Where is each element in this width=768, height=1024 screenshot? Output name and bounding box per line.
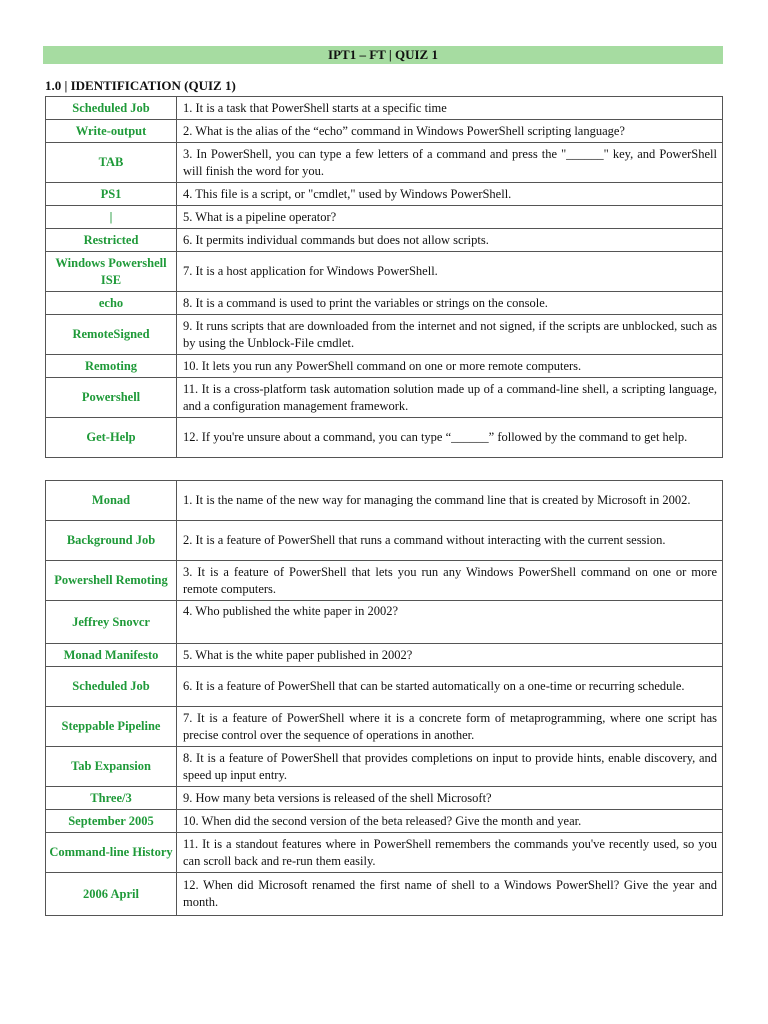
answer-cell: Get-Help [46, 418, 177, 458]
question-cell: 2. It is a feature of PowerShell that runs a command without interacting with the current session. [177, 521, 723, 561]
answer-cell: Monad [46, 481, 177, 521]
table-row [46, 521, 723, 561]
question-cell: 2. What is the alias of the “echo” command in Windows PowerShell scripting language? [177, 120, 723, 143]
question-cell: 9. It runs scripts that are downloaded from the internet and not signed, if the scripts are unblocked, such as by using the Unblock-File cmdlet. [177, 315, 723, 355]
table-row [46, 707, 723, 747]
quiz-table-1 [45, 96, 723, 458]
answer-cell: Windows Powershell ISE [46, 252, 177, 292]
table-row [46, 120, 723, 143]
question-cell: 5. What is the white paper published in 2002? [177, 644, 723, 667]
answer-cell: Monad Manifesto [46, 644, 177, 667]
section-heading: 1.0 | IDENTIFICATION (QUIZ 1) [45, 78, 236, 93]
table-row [46, 97, 723, 120]
answer-cell: Restricted [46, 229, 177, 252]
answer-cell: Tab Expansion [46, 747, 177, 787]
question-cell: 8. It is a command is used to print the variables or strings on the console. [177, 292, 723, 315]
question-cell: 6. It is a feature of PowerShell that can be started automatically on a one-time or recurring schedule. [177, 667, 723, 707]
answer-cell: Jeffrey Snovcr [46, 601, 177, 644]
question-cell: 5. What is a pipeline operator? [177, 206, 723, 229]
answer-cell: Scheduled Job [46, 97, 177, 120]
answer-cell: September 2005 [46, 810, 177, 833]
question-cell: 4. Who published the white paper in 2002? [177, 601, 723, 644]
question-cell: 10. When did the second version of the beta released? Give the month and year. [177, 810, 723, 833]
table-row [46, 378, 723, 418]
question-cell: 10. It lets you run any PowerShell command on one or more remote computers. [177, 355, 723, 378]
answer-cell: Scheduled Job [46, 667, 177, 707]
table-row [46, 810, 723, 833]
table-row [46, 143, 723, 183]
question-cell: 3. In PowerShell, you can type a few letters of a command and press the "______" key, and PowerShell will finish the word for you. [177, 143, 723, 183]
question-cell: 9. How many beta versions is released of the shell Microsoft? [177, 787, 723, 810]
table-row [46, 229, 723, 252]
answer-cell: Write-output [46, 120, 177, 143]
answer-cell: RemoteSigned [46, 315, 177, 355]
question-cell: 1. It is the name of the new way for managing the command line that is created by Microsoft in 2002. [177, 481, 723, 521]
answer-cell: echo [46, 292, 177, 315]
answer-cell: PS1 [46, 183, 177, 206]
table-row [46, 747, 723, 787]
answer-cell: Powershell Remoting [46, 561, 177, 601]
question-cell: 7. It is a feature of PowerShell where it is a concrete form of metaprogramming, where one script has precise control over the sequence of operations in another. [177, 707, 723, 747]
table-row [46, 833, 723, 873]
question-cell: 8. It is a feature of PowerShell that provides completions on input to provide hints, enable discovery, and speed up input entry. [177, 747, 723, 787]
question-cell: 7. It is a host application for Windows PowerShell. [177, 252, 723, 292]
table-row [46, 355, 723, 378]
question-cell: 11. It is a standout features where in PowerShell remembers the commands you've recently used, so you can scroll back and re-run them easily. [177, 833, 723, 873]
table-row [46, 561, 723, 601]
answer-cell: Steppable Pipeline [46, 707, 177, 747]
answer-cell: 2006 April [46, 873, 177, 916]
table-row [46, 292, 723, 315]
answer-cell: TAB [46, 143, 177, 183]
question-cell: 3. It is a feature of PowerShell that lets you run any Windows PowerShell command on one or more remote computers. [177, 561, 723, 601]
table-row [46, 206, 723, 229]
question-cell: 12. If you're unsure about a command, you can type “______” followed by the command to get help. [177, 418, 723, 458]
question-cell: 11. It is a cross-platform task automation solution made up of a command-line shell, a scripting language, and a configuration management framework. [177, 378, 723, 418]
table-row [46, 418, 723, 458]
question-cell: 6. It permits individual commands but does not allow scripts. [177, 229, 723, 252]
table-row [46, 315, 723, 355]
answer-cell: Three/3 [46, 787, 177, 810]
table-row [46, 644, 723, 667]
table-row [46, 601, 723, 644]
question-cell: 4. This file is a script, or "cmdlet," used by Windows PowerShell. [177, 183, 723, 206]
question-cell: 12. When did Microsoft renamed the first name of shell to a Windows PowerShell? Give the year and month. [177, 873, 723, 916]
answer-cell: Background Job [46, 521, 177, 561]
table-row [46, 873, 723, 916]
quiz-table-2 [45, 480, 723, 916]
table-row [46, 252, 723, 292]
answer-cell: Remoting [46, 355, 177, 378]
table-row [46, 787, 723, 810]
table-row [46, 481, 723, 521]
answer-cell: | [46, 206, 177, 229]
table-row [46, 667, 723, 707]
question-cell: 1. It is a task that PowerShell starts at a specific time [177, 97, 723, 120]
table-row [46, 183, 723, 206]
answer-cell: Command-line History [46, 833, 177, 873]
answer-cell: Powershell [46, 378, 177, 418]
document-title: IPT1 – FT | QUIZ 1 [43, 46, 723, 64]
